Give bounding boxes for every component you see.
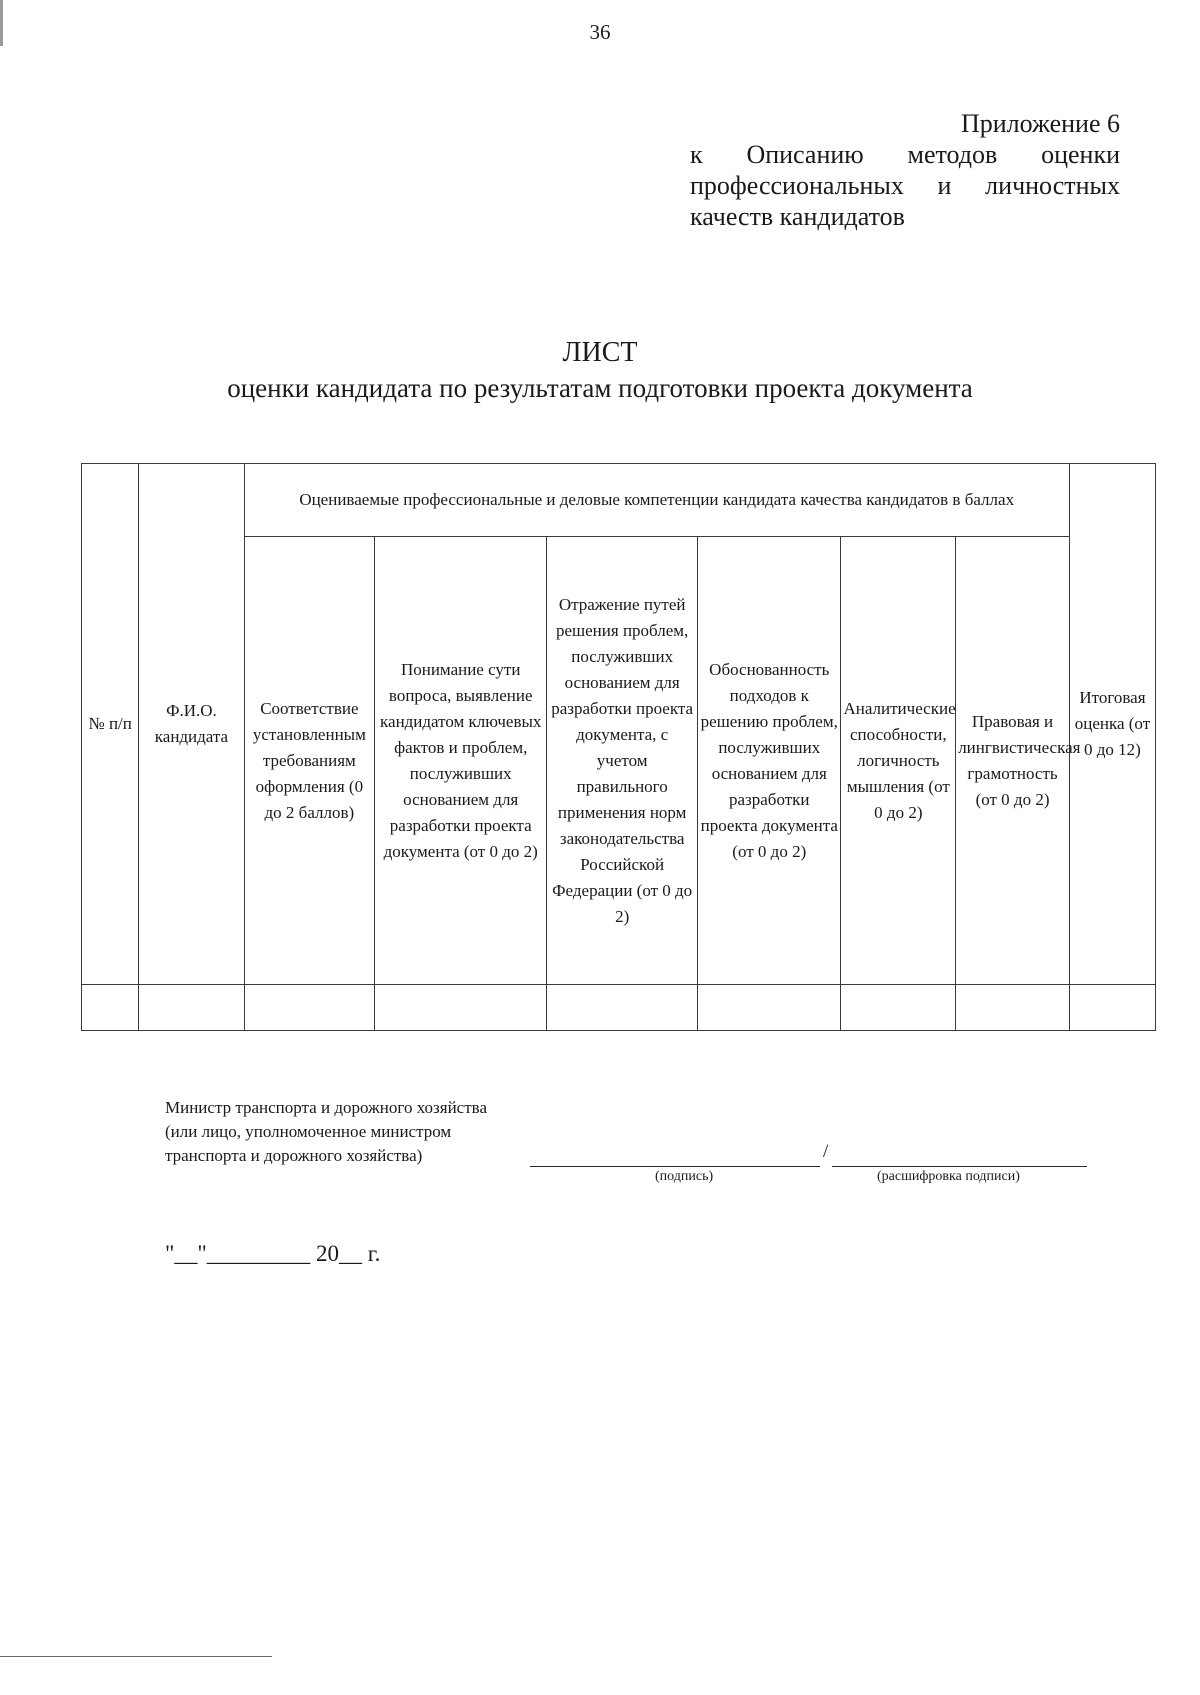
header-criterion-understanding: Понимание сути вопроса, выявление кандидатом ключевых фактов и проблем, послуживших основанием для разработки проекта документа (от 0 до 2) xyxy=(375,537,547,985)
table-cell xyxy=(82,984,139,1030)
table-cell xyxy=(547,984,698,1030)
page-bottom-rule xyxy=(0,1656,272,1657)
appendix-line: профессиональных и личностных xyxy=(690,171,1120,200)
document-subtitle: оценки кандидата по результатам подготовки проекта документа xyxy=(227,373,973,403)
signature-decode-caption: (расшифровка подписи) xyxy=(877,1169,1020,1184)
signature-caption: (подпись) xyxy=(655,1169,714,1184)
header-criterion-solutions: Отражение путей решения проблем, послуживших основанием для разработки проекта документа, с учетом правильного применения норм законодательства Российской Федерации (от 0 до 2) xyxy=(547,537,698,985)
table-cell xyxy=(956,984,1070,1030)
table-header-row xyxy=(82,464,1156,537)
header-criterion-formatting: Соответствие установленным требованиям оформления (0 до 2 баллов) xyxy=(244,537,375,985)
appendix-block xyxy=(690,108,1120,232)
table-row xyxy=(82,984,1156,1030)
table-cell xyxy=(841,984,956,1030)
table-cell xyxy=(1069,984,1155,1030)
header-criterion-analytics: Аналитические способности, логичность мышления (от 0 до 2) xyxy=(841,537,956,985)
table-cell xyxy=(375,984,547,1030)
signature-field-line xyxy=(530,1166,820,1167)
header-candidate-name: Ф.И.О. кандидата xyxy=(139,464,244,985)
signatory-line: транспорта и дорожного хозяйства) xyxy=(165,1146,423,1165)
header-competencies-group: Оцениваемые профессиональные и деловые компетенции кандидата качества кандидатов в баллах xyxy=(244,464,1069,537)
header-criterion-literacy: Правовая и лингвистическая грамотность (от 0 до 2) xyxy=(956,537,1070,985)
evaluation-table xyxy=(81,463,1156,1031)
signatory-line: Министр транспорта и дорожного хозяйства xyxy=(165,1098,487,1117)
header-total-score: Итоговая оценка (от 0 до 12) xyxy=(1069,464,1155,985)
table-cell xyxy=(139,984,244,1030)
document-title: ЛИСТ xyxy=(562,337,638,368)
page-number: 36 xyxy=(589,20,611,44)
table-cell xyxy=(698,984,841,1030)
header-criterion-justification: Обоснованность подходов к решению проблем, послуживших основанием для разработки проекта документа (от 0 до 2) xyxy=(698,537,841,985)
table-cell xyxy=(244,984,375,1030)
signature-decode-field-line xyxy=(832,1166,1087,1167)
appendix-line: к Описанию методов оценки xyxy=(690,140,1120,169)
appendix-line: качеств кандидатов xyxy=(690,202,905,231)
header-number: № п/п xyxy=(82,464,139,985)
date-line: "__"_________ 20__ г. xyxy=(165,1241,381,1266)
signatory-line: (или лицо, уполномоченное министром xyxy=(165,1122,452,1141)
appendix-title: Приложение 6 xyxy=(960,109,1120,138)
signature-separator: / xyxy=(823,1141,829,1162)
signatory-block xyxy=(165,1096,487,1168)
